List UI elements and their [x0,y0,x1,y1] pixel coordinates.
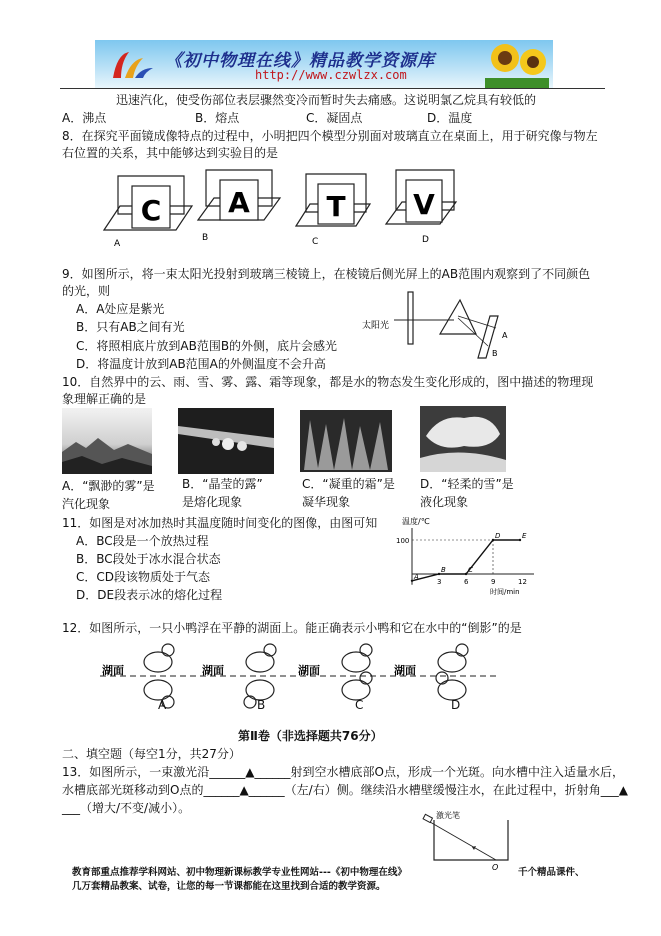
q13-point-o: O [492,863,499,870]
q9-stem-line2: 的光，则 [62,284,111,298]
duck-option-c [342,644,372,700]
water-tank [434,820,508,860]
q13-line1: 13．如图所示，一束激光沿______▲______射到空水槽底部O点，形成一个光斑。向水槽中注入适量水后， [62,765,624,779]
q8-letter-a: C [140,194,162,227]
q10-caption-a-1: A．“飘渺的雾”是 [62,479,155,493]
q9-point-a: A [502,331,508,340]
q8-label-a: A [114,239,121,249]
frost-photo [300,410,392,472]
q9-sunlight-label: 太阳光 [362,321,390,331]
lake-label-2: 湖面 [202,664,224,677]
header-banner [95,40,553,88]
q8-model-a [104,176,192,249]
q12-label-d: D [451,698,461,712]
part2-section: 二、填空题（每空1分，共27分） [62,747,241,761]
q9-point-b: B [492,349,498,358]
chart-xlabel: 时间/min [490,588,520,596]
q7-option-b: B．熔点 [195,111,240,125]
q11-option-c: C．CD段该物质处于气态 [76,570,210,584]
q11-option-d: D．DE段表示冰的熔化过程 [76,588,223,602]
footer-line1: 教育部重点推荐学科网站、初中物理新课标教学专业性网站---《初中物理在线》 [72,867,407,878]
q9-option-a: A．A处应是紫光 [76,302,165,316]
q7-option-c: C．凝固点 [306,111,363,125]
q11-option-b: B．BC段处于冰水混合状态 [76,552,221,566]
q13-line2: 水槽底部光斑移动到O点的______▲______（左/右）侧。继续沿水槽壁缓慢注水，在此过程中，折射角___▲ [62,783,628,797]
chart-ylabel: 温度/℃ [402,517,430,526]
q8-letter-c: T [326,190,346,223]
q10-caption-d-1: D．“轻柔的雪”是 [420,477,514,491]
q8-stem-line2: 右位置的关系，其中能够达到实验目的是 [62,146,279,160]
chart-point [465,573,467,575]
chart-x-tick: 6 [464,578,469,586]
footer-line2: 几万套精品教案、试卷，让您的每一节课都能在这里找到合适的教学资源。 [72,881,386,892]
q8-model-d [386,170,456,245]
site-logo-icon [109,48,155,82]
chart-point [492,539,494,541]
q10-stem-line1: 10．自然界中的云、雨、雪、雾、露、霜等现象，都是水的物态发生变化形成的，图中描述的物理现 [62,375,594,389]
duck-option-d [436,644,468,700]
part2-title: 第Ⅱ卷（非选择题共76分） [238,729,383,743]
q9-option-d: D．将温度计放到AB范围A的外侧温度不会升高 [76,357,326,371]
chart-point-label: A [414,572,419,581]
lake-label-1: 湖面 [102,664,124,677]
chart-y-tick: 100 [396,537,410,545]
chart-x-tick: 12 [518,578,527,586]
footer-line1-tail: 千个精品课件、 [518,867,585,878]
q9-option-b: B．只有AB之间有光 [76,320,185,334]
chart-x-tick: 3 [437,578,442,586]
q7-option-d: D．温度 [427,111,473,125]
lake-label-3: 湖面 [298,664,320,677]
chart-point-label: E [522,532,527,540]
header-title: 《初中物理在线》精品教学资源库 [165,51,435,71]
q12-stem: 12．如图所示，一只小鸭浮在平静的湖面上。能正确表示小鸭和它在水中的“倒影”的是 [62,621,522,635]
q13-line3: ___（增大/不变/减小）。 [62,801,191,815]
snow-photo [420,406,506,472]
q8-model-b [198,170,280,243]
q8-stem-line1: 8．在探究平面镜成像特点的过程中，小明把四个模型分别面对玻璃直立在桌面上，用于研究像与物左 [62,129,598,143]
q13-laser-label: 激光笔 [436,811,460,820]
q12-label-b: B [257,698,266,712]
q9-option-c: C．将照相底片放到AB范围B的外侧，底片会感光 [76,339,338,353]
q8-label-b: B [202,233,209,243]
chart-point-label: C [468,566,473,574]
q8-label-c: C [312,237,319,247]
q11-stem: 11．如图是对冰加热时其温度随时间变化的图像，由图可知 [62,516,378,530]
chart-point-label: D [495,532,501,540]
q10-caption-a-2: 汽化现象 [62,497,111,511]
q7-option-a: A．沸点 [62,111,107,125]
sunflower-icon [485,40,549,88]
chart-point [438,573,440,575]
q10-stem-line2: 象理解正确的是 [62,392,147,406]
q8-mirror-models-figure [100,168,460,250]
q8-letter-d: V [413,188,435,221]
q12-label-a: A [158,698,167,712]
q9-stem-line1: 9．如图所示，将一束太阳光投射到玻璃三棱镜上，在棱镜后侧光屏上的AB范围内观察到了不同颜色 [62,267,591,281]
q8-label-d: D [422,235,429,245]
q8-letter-b: A [228,186,250,219]
q9-prism-figure [358,286,528,360]
dew-photo [178,408,274,474]
q10-caption-c-2: 凝华现象 [302,495,351,509]
fog-photo [62,408,152,474]
q10-caption-c-1: C．“凝重的霜”是 [302,477,395,491]
chart-point [519,539,521,541]
chart-x-tick: 9 [491,578,496,586]
q10-caption-b-1: B．“晶莹的露” [182,477,263,491]
chart-point-label: B [441,566,446,574]
prism-icon [440,300,476,334]
q10-caption-d-2: 液化现象 [420,495,469,509]
q7-continuation: 迅速汽化，使受伤部位表层骤然变冷而暂时失去痛感。这说明氯乙烷具有较低的 [116,93,537,107]
chart-point [411,580,413,582]
header-rule [60,88,605,89]
q11-option-a: A．BC段是一个放热过程 [76,534,209,548]
header-url[interactable]: http://www.czwlzx.com [255,68,407,82]
q11-temperature-chart [394,514,544,600]
q12-label-c: C [355,698,364,712]
q8-model-c [296,174,370,247]
laser-pen-icon [423,814,432,822]
lake-label-4: 湖面 [394,664,416,677]
q13-laser-tank-figure [408,808,518,870]
q10-caption-b-2: 是熔化现象 [182,495,243,509]
